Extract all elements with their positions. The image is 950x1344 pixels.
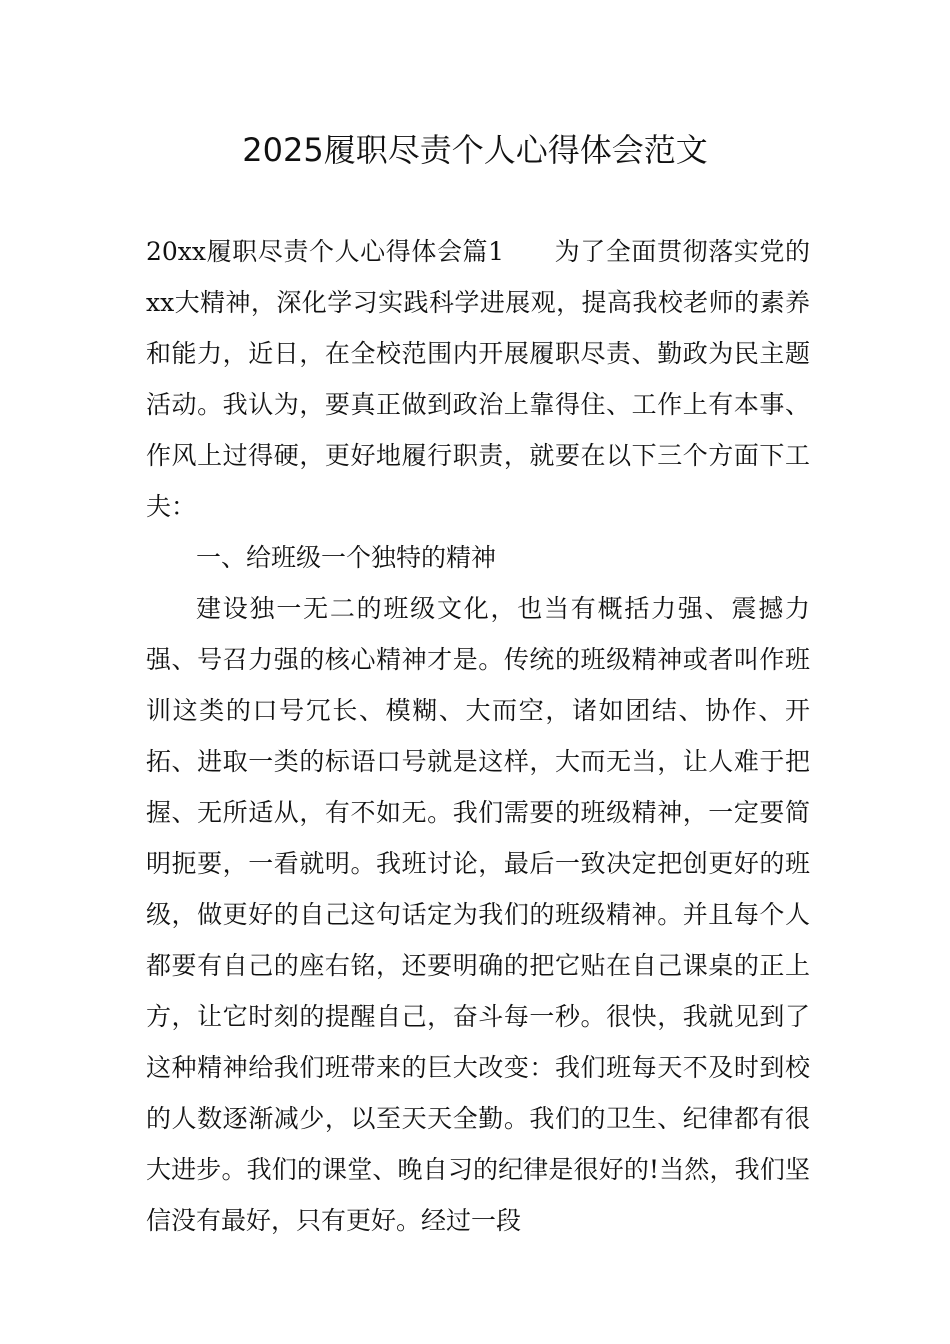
section1-paragraph: 建设独一无二的班级文化，也当有概括力强、震撼力强、号召力强的核心精神才是。传统的班级精神或者叫作班训这类的口号冗长、模糊、大而空，诸如团结、协作、开拓、进取一类的标语口号就是这样，大而无当，让人难于把握、无所适从，有不如无。我们需要的班级精神，一定要简明扼要，一看就明。我班讨论，最后一致决定把创更好的班级，做更好的自己这句话定为我们的班级精神。并且每个人都要有自己的座右铭，还要明确的把它贴在自己课桌的正上方，让它时刻的提醒自己，奋斗每一秒。很快，我就见到了这种精神给我们班带来的巨大改变：我们班每天不及时到校的人数逐渐减少，以至天天全勤。我们的卫生、纪律都有很大进步。我们的课堂、晚自习的纪律是很好的!当然，我们坚信没有最好，只有更好。经过一段 xyxy=(146,594,810,1235)
document-title: 2025履职尽责个人心得体会范文 xyxy=(242,131,708,169)
intro-text: 为了全面贯彻落实党的xx大精神，深化学习实践科学进展观，提高我校老师的素养和能力，近日，在全校范围内开展履职尽责、勤政为民主题活动。我认为，要真正做到政治上靠得住、工作上有本事、作风上过得硬，更好地履行职责，就要在以下三个方面下工夫： xyxy=(146,237,810,521)
intro-paragraph xyxy=(146,226,810,532)
intro-heading: 20xx履职尽责个人心得体会篇1 xyxy=(146,237,505,266)
document-body xyxy=(146,226,810,1246)
section1-heading: 一、给班级一个独特的精神 xyxy=(196,543,497,572)
